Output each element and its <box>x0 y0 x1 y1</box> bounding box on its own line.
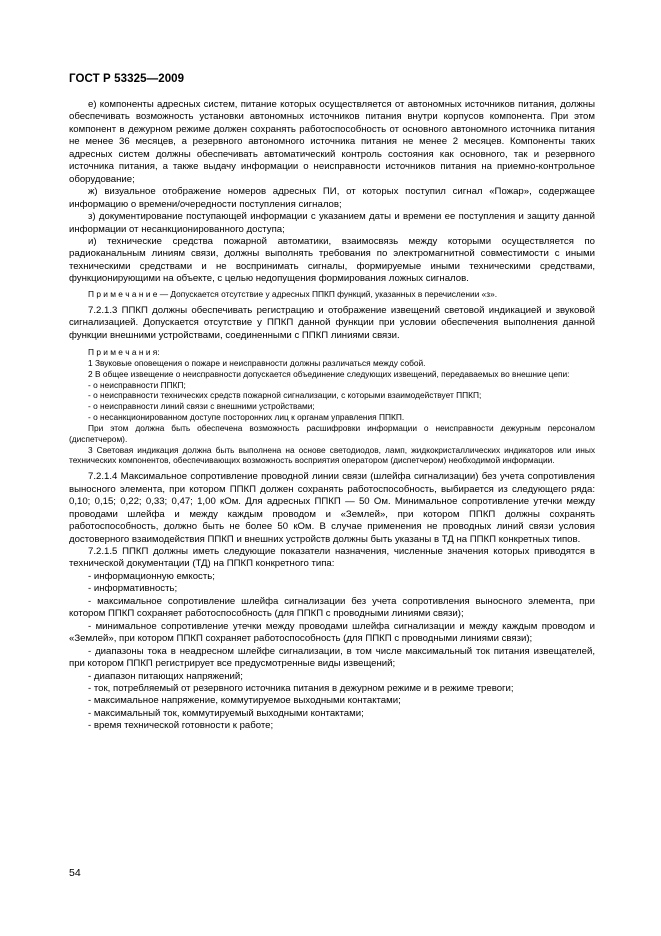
list-item: - информативность; <box>88 583 178 595</box>
note-label: П р и м е ч а н и е <box>88 288 158 299</box>
list-item: - информационную емкость; <box>88 570 215 582</box>
list-item: - максимальное сопротивление шлейфа сигнализации без учета сопротивления выносного элемента, при котором ППКП сохраняет работоспособность (для ППКП с проводными линиями связи); <box>69 595 595 620</box>
list-item: - максимальное напряжение, коммутируемое выходными контактами; <box>88 695 401 707</box>
list-item: - ток, потребляемый от резервного источника питания в дежурном режиме и в режиме тревоги; <box>88 682 514 694</box>
note-3: 3 Световая индикация должна быть выполнена на основе светодиодов, ламп, жидкокристаллических индикаторов или иных технических компонентов, обеспечивающих возможность восприятия оператором (диспетчером) необходимой информации. <box>69 444 595 466</box>
note-2-item: - о неисправности технических средств пожарной сигнализации, с которыми взаимодействует ППКП; <box>88 390 482 401</box>
paragraph-7-2-1-5: 7.2.1.5 ППКП должны иметь следующие показатели назначения, численные значения которых приводятся в технической документации (ТД) на ППКП конкретного типа: <box>69 546 595 570</box>
notes-label: П р и м е ч а н и я: <box>88 347 160 357</box>
note-2: 2 В общее извещение о неисправности допускается объединение следующих извещений, передаваемых во внешние цепи: <box>88 368 570 379</box>
paragraph-e: е) компоненты адресных систем, питание которых осуществляется от автономных источников питания, должны обеспечивать возможность установки автономных источников питания внутри корпусов компонента. При этом компонент в дежурном режиме должен сохранять работоспособность от основного автономного источника питания не менее 36 месяцев, а резервного автономного источника питания не менее 2 месяцев. Компоненты таких адресных систем должны обеспечивать автоматический контроль состояния как основного, так и резервного источника питания, а также выдачу информации о неисправности источников питания на приемно-контрольное оборудование; <box>69 99 595 185</box>
note-2-item: - о несанкционированном доступе посторонних лиц к органам управления ППКП. <box>88 412 405 423</box>
note-text: — Допускается отсутствие у адресных ППКП функций, указанных в перечислении «з». <box>157 288 498 299</box>
document-body <box>69 99 595 733</box>
paragraph-z: з) документирование поступающей информации с указанием даты и времени ее поступления и защиту данной информации от несанкционированного доступа; <box>69 211 595 235</box>
list-item: - максимальный ток, коммутируемый выходными контактами; <box>88 707 364 719</box>
note-1: 1 Звуковые оповещения о пожаре и неисправности должны различаться между собой. <box>88 357 426 368</box>
list-item: - диапазоны тока в неадресном шлейфе сигнализации, в том числе максимальный ток питания извещателей, при котором ППКП регистрирует все предусмотренные виды извещений; <box>69 645 595 670</box>
list-item: - время технической готовности к работе; <box>88 720 274 732</box>
paragraph-zh: ж) визуальное отображение номеров адресных ПИ, от которых поступил сигнал «Пожар», содержащее информацию о времени/очередности поступления сигналов; <box>69 186 595 210</box>
paragraph-i: и) технические средства пожарной автоматики, взаимосвязь между которыми осуществляется по радиоканальным линиям связи, должны выполнять требования по электромагнитной совместимости с иными техническими средствами и не воспринимать сигналы, формируемые иными техническими средствами, функционирующими на объекте, с целью недопущения формирования ложных сигналов. <box>69 235 595 285</box>
paragraph-7-2-1-4: 7.2.1.4 Максимальное сопротивление проводной линии связи (шлейфа сигнализации) без учета сопротивления выносного элемента, при котором ППКП должен сохранять работоспособность, выбирается из следующего ряда: 0,10; 0,15; 0,22; 0,33; 0,47; 1,00 кОм. Для адресных ППКП — 50 Ом. Минимальное сопротивление утечки между проводами шлейфа и между каждым проводом и «Землей», при котором ППКП должны сохранять работоспособность, должно быть не более 50 кОм. В случае применения не проводных линий связи условия достоверного взаимодействия ППКП и внешних устройств должны быть указаны в ТД на ППКП конкретных типов. <box>69 471 595 545</box>
list-item: - минимальное сопротивление утечки между проводами шлейфа сигнализации и между каждым проводом и «Землей», при котором ППКП сохраняет работоспособность (для ППКП с проводными линиями связи); <box>69 620 595 645</box>
note-2-item: - о неисправности линий связи с внешними устройствами; <box>88 401 315 412</box>
note-2-tail: При этом должна быть обеспечена возможность расшифровки информации о неисправности дежурным персоналом (диспетчером). <box>69 422 595 444</box>
note-2-item: - о неисправности ППКП; <box>88 379 186 390</box>
paragraph-7-2-1-3: 7.2.1.3 ППКП должны обеспечивать регистрацию и отображение извещений световой индикацией и звуковой сигнализацией. Допускается отсутствие у ППКП данной функции при условии обеспечения выполнения данной функции внешними устройствами, соединенными с ППКП линиями связи. <box>69 304 595 341</box>
list-item: - диапазон питающих напряжений; <box>88 670 243 682</box>
note-single <box>69 289 595 300</box>
document-header: ГОСТ Р 53325—2009 <box>69 73 185 85</box>
page-number: 54 <box>69 867 81 879</box>
